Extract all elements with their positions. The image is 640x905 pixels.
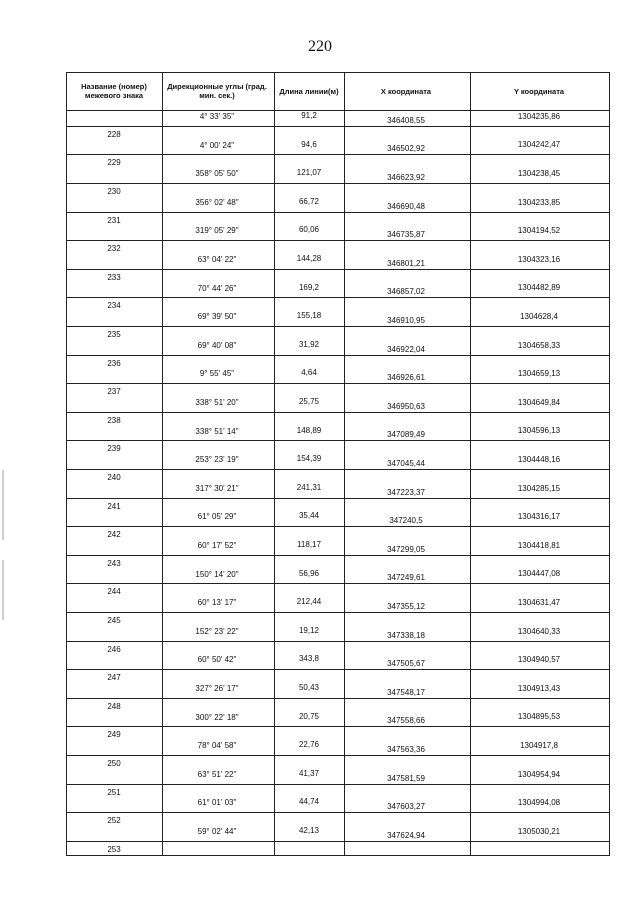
point-row-divider — [66, 269, 162, 270]
coordinate-row-divider — [344, 269, 610, 270]
boundary-marker-id-cell: 240 — [107, 472, 121, 482]
point-row-divider — [66, 612, 162, 613]
segment-row-divider — [162, 440, 344, 441]
point-row-divider — [66, 526, 162, 527]
header-angles — [162, 72, 272, 110]
x-coordinate-cell: 347624,94 — [387, 830, 425, 840]
coordinate-row-divider — [344, 812, 610, 813]
segment-row-divider — [162, 784, 344, 785]
x-coordinate-cell: 347563,36 — [387, 744, 425, 754]
line-length-cell: 56,96 — [298, 568, 320, 578]
line-length-cell: 4,64 — [301, 368, 317, 378]
x-coordinate-cell: 346910,95 — [387, 315, 425, 325]
line-length-cell: 19,12 — [298, 625, 320, 635]
y-coordinate-cell: 1304238,45 — [517, 168, 561, 178]
segment-row-divider — [162, 240, 344, 241]
scan-edge-mark — [2, 560, 4, 620]
coordinate-row-divider — [344, 641, 610, 642]
segment-row-divider — [162, 383, 344, 384]
point-row-divider — [66, 669, 162, 670]
direction-angle-cell: 61° 01' 03" — [197, 798, 237, 808]
header-y — [470, 72, 608, 110]
boundary-marker-id-cell: 249 — [107, 730, 121, 740]
x-coordinate-cell: 347249,61 — [387, 573, 425, 583]
coordinate-row-divider — [344, 326, 610, 327]
scan-edge-mark — [2, 470, 4, 540]
boundary-marker-id-cell: 244 — [107, 587, 121, 597]
header-angles-label: Дирекционные углы (град. мин. сек.) — [167, 82, 267, 100]
point-row-divider — [66, 440, 162, 441]
segment-row-divider — [162, 154, 344, 155]
coordinate-row-divider — [344, 612, 610, 613]
direction-angle-cell: 61° 05' 29" — [197, 512, 237, 522]
coordinate-row-divider — [344, 526, 610, 527]
direction-angle-cell: 60° 13' 17" — [197, 598, 237, 608]
segment-row-divider — [162, 326, 344, 327]
line-length-cell: 212,44 — [296, 597, 322, 607]
x-coordinate-cell: 346690,48 — [387, 201, 425, 211]
line-length-cell: 44,74 — [298, 797, 320, 807]
boundary-marker-id-cell: 234 — [107, 301, 121, 311]
segment-row-divider — [162, 698, 344, 699]
coordinate-row-divider — [344, 755, 610, 756]
line-length-cell: 35,44 — [298, 511, 320, 521]
direction-angle-cell: 4° 00' 24" — [199, 140, 235, 150]
boundary-marker-id-cell: 233 — [107, 272, 121, 282]
line-length-cell: 66,72 — [298, 196, 320, 206]
line-length-cell: 22,76 — [298, 740, 320, 750]
direction-angle-cell: 60° 50' 42" — [197, 655, 237, 665]
direction-angle-cell: 69° 39' 50" — [197, 312, 237, 322]
point-row-divider — [66, 841, 162, 842]
coordinate-row-divider — [344, 440, 610, 441]
coordinate-row-divider — [344, 583, 610, 584]
coordinate-row-divider — [344, 154, 610, 155]
point-row-divider — [66, 326, 162, 327]
coordinate-row-divider — [344, 355, 610, 356]
coordinates-table — [66, 72, 610, 856]
coordinate-row-divider — [344, 841, 610, 842]
point-row-divider — [66, 240, 162, 241]
y-coordinate-cell: 1304631,47 — [517, 597, 561, 607]
x-coordinate-cell: 346801,21 — [387, 258, 425, 268]
segment-row-divider — [162, 412, 344, 413]
header-length — [274, 72, 344, 110]
direction-angle-cell: 300° 22' 18" — [195, 712, 239, 722]
y-coordinate-cell: 1304940,57 — [517, 655, 561, 665]
y-coordinate-cell: 1304285,15 — [517, 483, 561, 493]
coordinate-row-divider — [344, 297, 610, 298]
line-length-cell: 241,31 — [296, 482, 322, 492]
line-length-cell: 50,43 — [298, 683, 320, 692]
direction-angle-cell: 63° 51' 22" — [197, 769, 237, 779]
table-border-bottom — [66, 855, 610, 856]
boundary-marker-id-cell: 251 — [107, 787, 121, 797]
y-coordinate-cell: 1304233,85 — [517, 197, 561, 207]
y-coordinate-cell: 1304628,4 — [520, 311, 558, 321]
segment-row-divider — [162, 269, 344, 270]
coordinate-row-divider — [344, 126, 610, 127]
direction-angle-cell: 78° 04' 58" — [197, 741, 237, 751]
line-length-cell: 144,28 — [296, 254, 322, 263]
point-row-divider — [66, 469, 162, 470]
line-length-cell: 343,8 — [298, 654, 320, 664]
line-length-cell: 31,92 — [298, 339, 320, 349]
line-length-cell: 25,75 — [298, 397, 320, 406]
point-row-divider — [66, 412, 162, 413]
point-row-divider — [66, 183, 162, 184]
line-length-cell: 155,18 — [296, 311, 322, 321]
y-coordinate-cell: 1304649,84 — [517, 397, 561, 407]
boundary-marker-id-cell: 231 — [107, 215, 121, 225]
point-row-divider — [66, 726, 162, 727]
boundary-marker-id-cell: 242 — [107, 530, 121, 540]
direction-angle-cell: 9° 55' 45" — [199, 369, 235, 379]
y-coordinate-cell: 1304917,8 — [520, 740, 558, 750]
boundary-marker-id-cell: 245 — [107, 615, 121, 625]
direction-angle-cell: 59° 02' 44" — [197, 827, 237, 836]
point-row-divider — [66, 555, 162, 556]
coordinate-row-divider — [344, 669, 610, 670]
x-coordinate-cell: 346922,04 — [387, 344, 425, 354]
line-length-cell: 42,13 — [298, 826, 320, 835]
x-coordinate-cell: 347045,44 — [387, 458, 425, 468]
boundary-marker-id-cell: 243 — [107, 558, 121, 568]
boundary-marker-id-cell: 248 — [107, 701, 121, 711]
x-coordinate-cell: 347548,17 — [387, 687, 425, 697]
direction-angle-cell: 319° 05' 29" — [195, 226, 239, 236]
x-coordinate-cell: 347299,05 — [387, 544, 425, 554]
x-coordinate-cell: 347089,49 — [387, 430, 425, 440]
x-coordinate-cell: 346926,61 — [387, 373, 425, 383]
x-coordinate-cell: 346950,63 — [387, 401, 425, 411]
segment-row-divider — [162, 183, 344, 184]
segment-row-divider — [162, 755, 344, 756]
boundary-marker-id-cell: 250 — [107, 758, 121, 768]
header-name-label: Название (номер) межевого знака — [81, 82, 147, 100]
point-row-divider — [66, 698, 162, 699]
segment-row-divider — [162, 526, 344, 527]
line-length-cell: 169,2 — [298, 282, 320, 292]
boundary-marker-id-cell: 253 — [107, 844, 121, 854]
boundary-marker-id-cell: 238 — [107, 415, 121, 425]
point-row-divider — [66, 641, 162, 642]
segment-row-divider — [162, 212, 344, 213]
segment-row-divider — [162, 669, 344, 670]
boundary-marker-id-cell: 241 — [107, 501, 121, 511]
line-length-cell: 121,07 — [296, 168, 322, 178]
x-coordinate-cell: 346857,02 — [387, 287, 425, 297]
coordinate-row-divider — [344, 240, 610, 241]
line-length-cell: 154,39 — [296, 454, 322, 464]
segment-row-divider — [162, 612, 344, 613]
x-coordinate-cell: 347603,27 — [387, 802, 425, 812]
y-coordinate-cell: 1305030,21 — [517, 826, 561, 836]
line-length-cell: 60,06 — [298, 225, 320, 235]
direction-angle-cell: 317° 30' 21" — [195, 483, 239, 493]
table-border-top — [66, 72, 610, 73]
y-coordinate-cell: 1304954,94 — [517, 769, 561, 779]
point-row-divider — [66, 583, 162, 584]
point-row-divider — [66, 154, 162, 155]
y-coordinate-cell: 1304895,53 — [517, 712, 561, 722]
boundary-marker-id-cell: 246 — [107, 644, 121, 654]
direction-angle-cell: 152° 23' 22" — [195, 626, 239, 636]
segment-row-divider — [162, 355, 344, 356]
direction-angle-cell: 4° 33' 35" — [199, 112, 235, 121]
direction-angle-cell: 356° 02' 48" — [195, 197, 239, 207]
coordinate-row-divider — [344, 412, 610, 413]
y-coordinate-cell: 1304242,47 — [517, 140, 561, 150]
x-coordinate-cell: 346735,87 — [387, 230, 425, 240]
point-row-divider — [66, 126, 162, 127]
x-coordinate-cell: 346502,92 — [387, 144, 425, 154]
segment-row-divider — [162, 726, 344, 727]
coordinate-row-divider — [344, 698, 610, 699]
boundary-marker-id-cell: 229 — [107, 158, 121, 168]
boundary-marker-id-cell: 239 — [107, 444, 121, 454]
direction-angle-cell: 70° 44' 26" — [197, 283, 237, 293]
direction-angle-cell: 253° 23' 19" — [195, 455, 239, 465]
y-coordinate-cell: 1304482,89 — [517, 283, 561, 293]
point-row-divider — [66, 755, 162, 756]
x-coordinate-cell: 347558,66 — [387, 716, 425, 726]
segment-row-divider — [162, 841, 344, 842]
segment-row-divider — [162, 812, 344, 813]
x-coordinate-cell: 347240,5 — [389, 516, 423, 526]
coordinate-row-divider — [344, 726, 610, 727]
column-divider — [470, 72, 471, 856]
coordinate-row-divider — [344, 183, 610, 184]
line-length-cell: 91,2 — [301, 111, 317, 120]
point-row-divider — [66, 498, 162, 499]
line-length-cell: 41,37 — [298, 768, 320, 778]
segment-row-divider — [162, 641, 344, 642]
segment-row-divider — [162, 469, 344, 470]
segment-row-divider — [162, 583, 344, 584]
direction-angle-cell: 338° 51' 20" — [195, 398, 239, 407]
coordinate-row-divider — [344, 784, 610, 785]
coordinate-row-divider — [344, 469, 610, 470]
coordinate-row-divider — [344, 498, 610, 499]
direction-angle-cell: 60° 17' 52" — [197, 541, 237, 550]
boundary-marker-id-cell: 236 — [107, 358, 121, 368]
y-coordinate-cell: 1304447,08 — [517, 569, 561, 579]
y-coordinate-cell: 1304323,16 — [517, 254, 561, 264]
point-row-divider — [66, 812, 162, 813]
boundary-marker-id-cell: 228 — [107, 129, 121, 139]
y-coordinate-cell: 1304448,16 — [517, 454, 561, 464]
x-coordinate-cell: 346623,92 — [387, 172, 425, 182]
direction-angle-cell: 327° 26' 17" — [195, 684, 239, 693]
y-coordinate-cell: 1304658,33 — [517, 340, 561, 350]
boundary-marker-id-cell: 252 — [107, 816, 121, 826]
y-coordinate-cell: 1304194,52 — [517, 226, 561, 236]
coordinate-row-divider — [344, 555, 610, 556]
x-coordinate-cell: 347223,37 — [387, 487, 425, 497]
point-row-divider — [66, 784, 162, 785]
y-coordinate-cell: 1304316,17 — [517, 512, 561, 522]
point-row-divider — [66, 297, 162, 298]
page-number: 220 — [308, 38, 332, 55]
line-length-cell: 94,6 — [301, 139, 317, 149]
coordinate-row-divider — [344, 212, 610, 213]
column-divider — [274, 72, 275, 856]
x-coordinate-cell: 346408,55 — [387, 115, 425, 125]
header-x-label: X координата — [380, 86, 432, 96]
x-coordinate-cell: 347581,59 — [387, 773, 425, 783]
boundary-marker-id-cell: 230 — [107, 186, 121, 196]
y-coordinate-cell: 1304596,13 — [517, 426, 561, 436]
y-coordinate-cell: 1304235,86 — [517, 111, 561, 121]
x-coordinate-cell: 347355,12 — [387, 601, 425, 611]
direction-angle-cell: 338° 51' 14" — [195, 426, 239, 436]
header-name — [66, 72, 162, 110]
line-length-cell: 148,89 — [296, 425, 322, 435]
line-length-cell: 118,17 — [297, 540, 321, 549]
boundary-marker-id-cell: 247 — [107, 673, 121, 683]
y-coordinate-cell: 1304913,43 — [517, 683, 561, 693]
y-coordinate-cell: 1304640,33 — [517, 626, 561, 636]
segment-row-divider — [162, 297, 344, 298]
header-x — [344, 72, 468, 110]
boundary-marker-id-cell: 235 — [107, 329, 121, 339]
segment-row-divider — [162, 126, 344, 127]
segment-row-divider — [162, 498, 344, 499]
header-length-label: Длина линии(м) — [279, 86, 339, 96]
line-length-cell: 20,75 — [298, 711, 320, 721]
y-coordinate-cell: 1304418,81 — [517, 540, 561, 550]
point-row-divider — [66, 383, 162, 384]
column-divider — [609, 72, 610, 856]
direction-angle-cell: 69° 40' 08" — [197, 340, 237, 350]
x-coordinate-cell: 347505,67 — [387, 659, 425, 669]
boundary-marker-id-cell: 237 — [107, 387, 121, 397]
direction-angle-cell: 150° 14' 20" — [195, 569, 239, 579]
segment-row-divider — [162, 555, 344, 556]
boundary-marker-id-cell: 232 — [107, 244, 121, 254]
coordinate-row-divider — [344, 383, 610, 384]
y-coordinate-cell: 1304659,13 — [517, 369, 561, 379]
x-coordinate-cell: 347338,18 — [387, 630, 425, 640]
header-y-label: Y координата — [513, 86, 565, 96]
direction-angle-cell: 63° 04' 22" — [197, 255, 237, 264]
direction-angle-cell: 358° 05' 50" — [195, 169, 239, 179]
point-row-divider — [66, 355, 162, 356]
point-row-divider — [66, 212, 162, 213]
y-coordinate-cell: 1304994,08 — [517, 798, 561, 808]
